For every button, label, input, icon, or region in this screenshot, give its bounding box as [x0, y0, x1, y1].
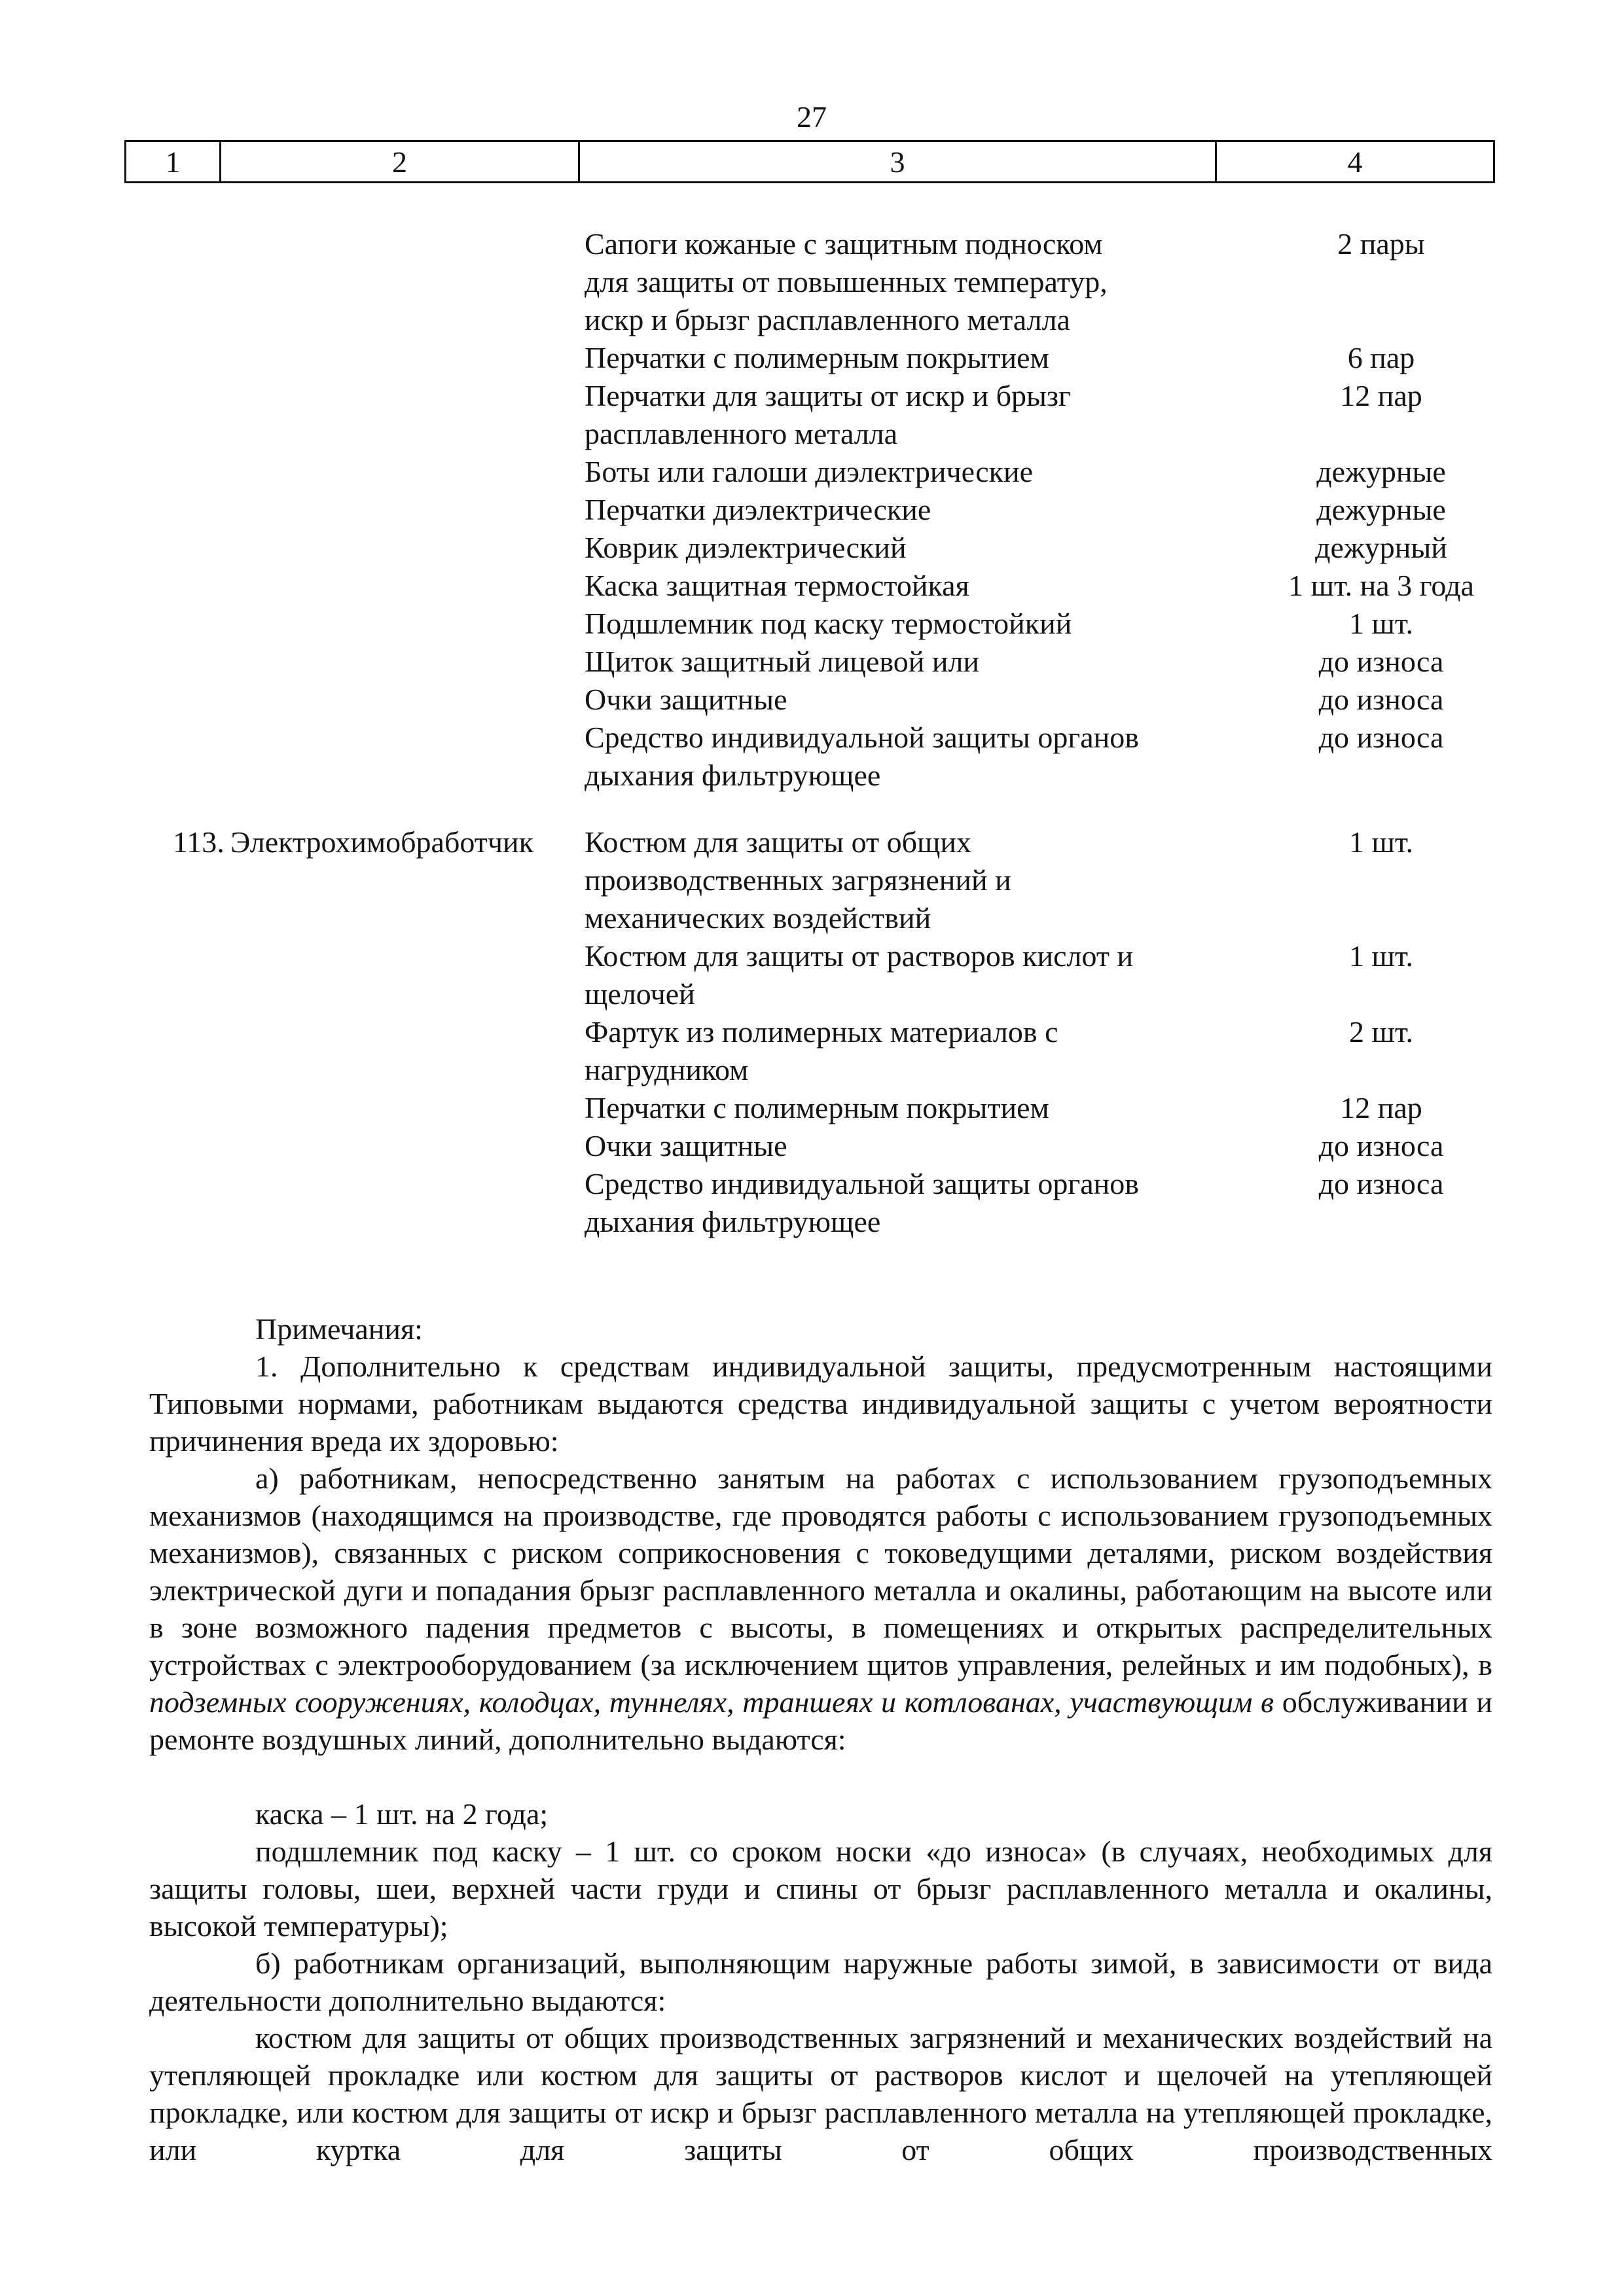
table-row-item: дыхания фильтрующее — [585, 759, 881, 792]
table-row-norm: дежурный — [1315, 531, 1447, 564]
table-row-item: нагрудником — [585, 1053, 749, 1086]
table-row-norm: дежурные — [1316, 455, 1446, 488]
note-liner: подшлемник под каску – 1 шт. со сроком носки «до износа» (в случаях, необходимых для защиты головы, шеи, верхней части груди и спины от брызг расплавленного металла и окалины, высокой температуры); — [149, 1835, 1492, 1943]
profession-number: 113. — [173, 825, 225, 859]
note-a-text: а) работникам, непосредственно занятым на работах с использованием грузоподъемных механизмов (находящимся на производстве, где проводятся работы с использованием грузоподъемных механизмов), связанных с риском соприкосновения с токоведущими деталями, риском воздействия электрической дуги и попадания брызг расплавленного металла и окалины, работающим на высоте или в зоне возможного падения предметов с высоты, в помещениях и открытых распределительных устройствах с электрооборудованием (за исключением щитов управления, релейных и им подобных), в — [149, 1462, 1492, 1681]
table-row-norm: до износа — [1318, 1167, 1444, 1200]
table-row-norm: 1 шт. — [1348, 607, 1414, 640]
table-row-item: Перчатки для защиты от искр и брызг — [585, 379, 1071, 412]
page-number: 27 — [797, 100, 827, 134]
table-row-norm: 6 пар — [1347, 341, 1415, 374]
table-row-item: дыхания фильтрующее — [585, 1205, 881, 1238]
note-paragraph-b: б) работникам организаций, выполняющим наружные работы зимой, в зависимости от вида деятельности дополнительно выдаются: — [149, 1946, 1492, 2017]
table-row-norm: до износа — [1318, 1129, 1444, 1162]
note-paragraph-a — [149, 1460, 1492, 1758]
table-row-item: производственных загрязнений и — [585, 863, 1011, 897]
table-row-item: искр и брызг расплавленного металла — [585, 303, 1070, 336]
table-row-item: Очки защитные — [585, 1129, 787, 1162]
table-row-norm: 1 шт. — [1348, 825, 1414, 859]
table-row-item: Фартук из полимерных материалов с — [585, 1015, 1058, 1049]
profession-name: Электрохимобработчик — [230, 825, 533, 859]
table-row-item: Средство индивидуальной защиты органов — [585, 1167, 1139, 1200]
table-row-item: Костюм для защиты от общих — [585, 825, 972, 859]
table-row-item: Коврик диэлектрический — [585, 531, 907, 564]
table-row-item: расплавленного металла — [585, 417, 898, 450]
table-row-item: Костюм для защиты от растворов кислот и — [585, 939, 1134, 973]
note-a-italic-text: подземных сооружениях, колодцах, туннелях, траншеях и котлованах, участвующим в — [149, 1685, 1274, 1719]
table-row-norm: 2 пары — [1337, 227, 1425, 260]
table-header — [124, 140, 1495, 183]
table-row-item: Боты или галоши диэлектрические — [585, 455, 1034, 488]
table-row-item: щелочей — [585, 977, 695, 1011]
table-row-norm: 12 пар — [1340, 1091, 1422, 1124]
table-row-item: Перчатки диэлектрические — [585, 493, 931, 526]
table-row-norm: 1 шт. — [1348, 939, 1414, 973]
table-row-item: Сапоги кожаные с защитным подноском — [585, 227, 1103, 260]
note-winter-clothing: костюм для защиты от общих производственных загрязнений и механических воздействий на утепляющей прокладке или костюм для защиты от растворов кислот и щелочей на утепляющей прокладке, или костюм для защиты от искр и брызг расплавленного металла на утепляющей прокладке, или куртка для защиты от общих производственных — [149, 2021, 1492, 2166]
table-row-norm: 1 шт. на 3 года — [1288, 569, 1474, 602]
table-row-norm: до износа — [1318, 645, 1444, 678]
header-col-1: 1 — [165, 145, 181, 179]
notes-heading: Примечания: — [255, 1312, 423, 1346]
header-col-4: 4 — [1347, 145, 1363, 179]
table-row-item: Каска защитная термостойкая — [585, 569, 969, 602]
table-row-norm: до износа — [1318, 683, 1444, 716]
table-row-norm: дежурные — [1316, 493, 1446, 526]
note-paragraph-1: 1. Дополнительно к средствам индивидуальной защиты, предусмотренным настоящими Типовыми нормами, работникам выдаются средства индивидуальной защиты с учетом вероятности причинения вреда их здоровью: — [149, 1350, 1492, 1458]
table-row-norm: 2 шт. — [1348, 1015, 1414, 1049]
table-row-norm: 12 пар — [1340, 379, 1422, 412]
table-row-item: Щиток защитный лицевой или — [585, 645, 980, 678]
table-row-item: Подшлемник под каску термостойкий — [585, 607, 1072, 640]
table-row-item: Очки защитные — [585, 683, 787, 716]
table-row-item: механических воздействий — [585, 901, 931, 935]
header-col-3: 3 — [890, 145, 905, 179]
note-helmet: каска – 1 шт. на 2 года; — [255, 1797, 549, 1831]
table-row-norm: до износа — [1318, 721, 1444, 754]
table-row-item: Средство индивидуальной защиты органов — [585, 721, 1139, 754]
table-row-item: для защиты от повышенных температур, — [585, 265, 1108, 298]
header-col-2: 2 — [392, 145, 407, 179]
note-a-end-text: обслуживании и ремонте воздушных линий, дополнительно выдаются: — [149, 1685, 1492, 1756]
table-row-item: Перчатки с полимерным покрытием — [585, 341, 1049, 374]
table-row-item: Перчатки с полимерным покрытием — [585, 1091, 1049, 1124]
